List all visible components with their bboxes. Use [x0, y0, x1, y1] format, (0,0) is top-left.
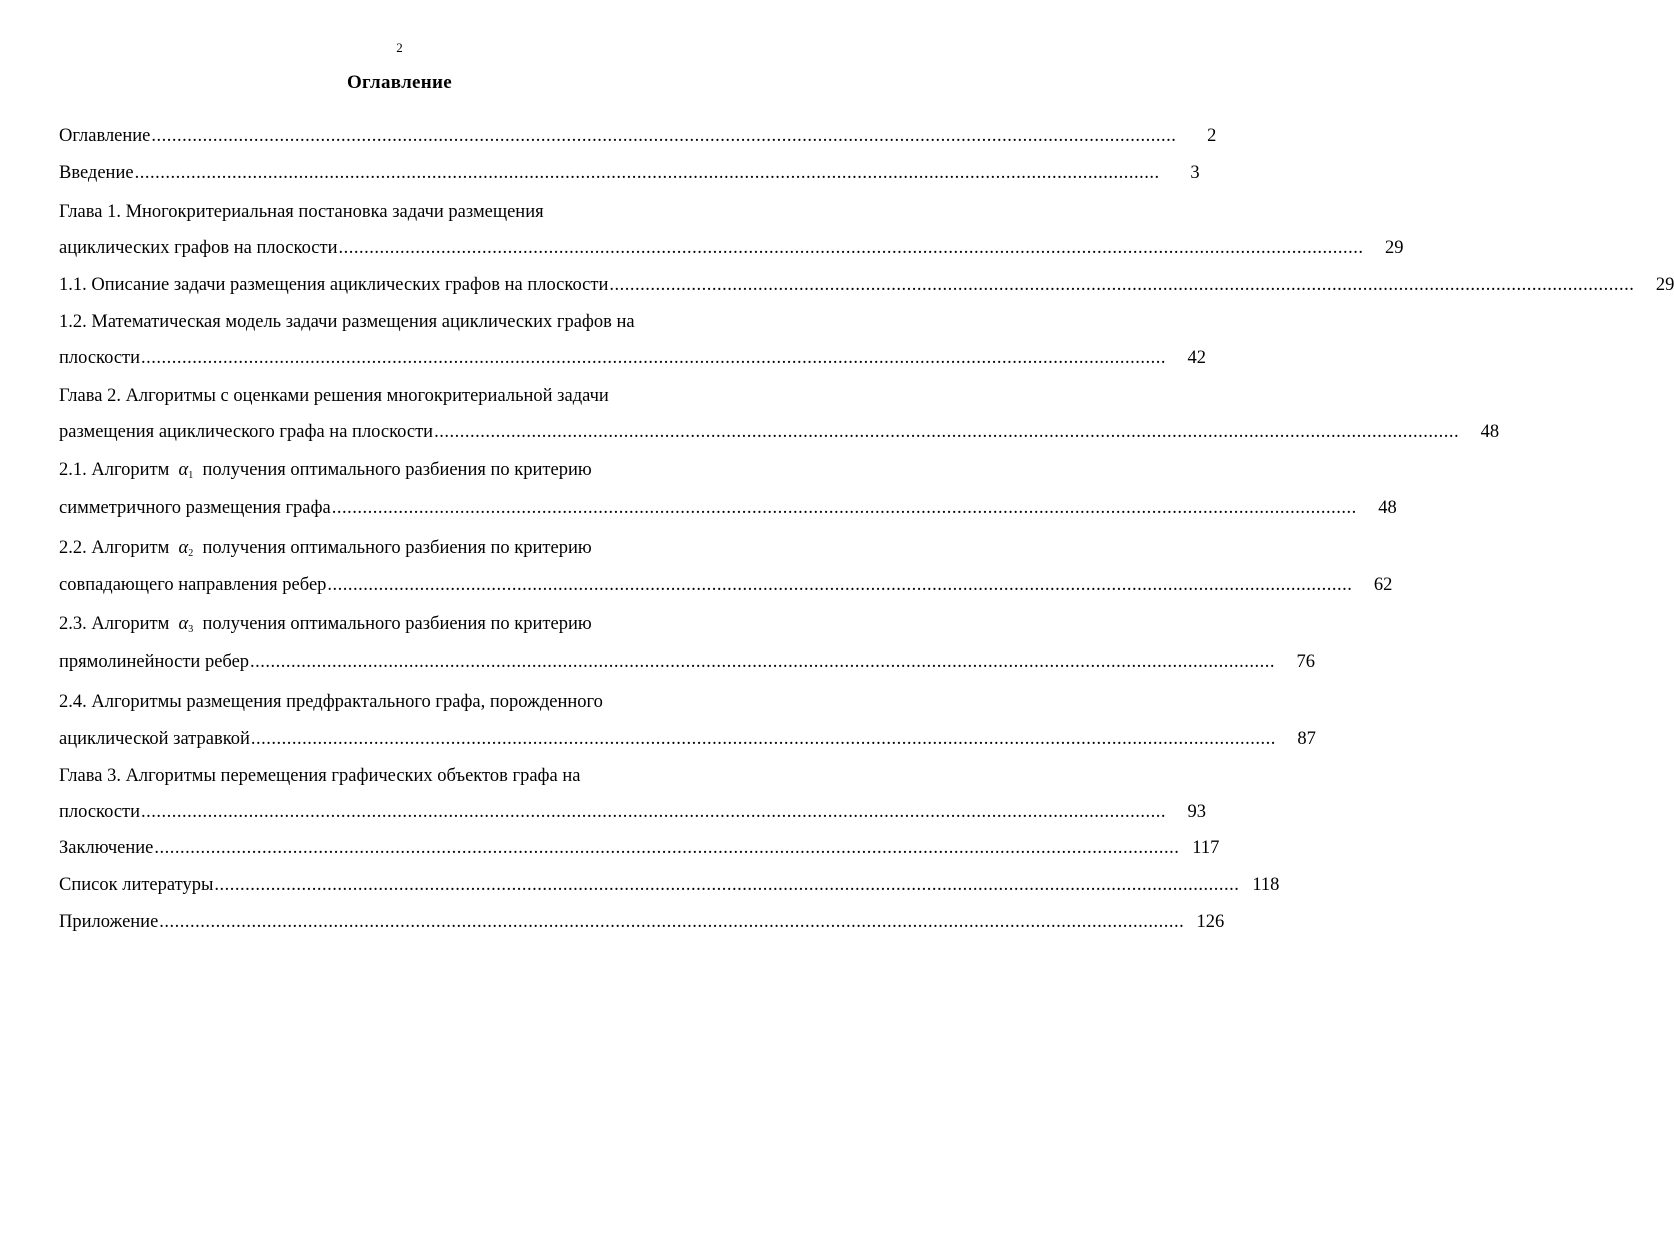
toc-entry	[59, 118, 1217, 154]
toc-entry	[59, 644, 1316, 680]
toc-entry-prefix: 2.3. Алгоритм	[59, 614, 170, 634]
toc-entry-text: 1.2. Математическая модель задачи размещения ациклических графов на	[59, 312, 635, 332]
toc-page-number: 87	[1297, 729, 1316, 749]
leader-dots: ........................................................................................................................................................................................................	[609, 275, 1635, 295]
alpha-symbol	[179, 460, 194, 480]
toc-entry-suffix: получения оптимального разбиения по критерию	[202, 614, 592, 634]
toc-entry-text: Оглавление	[59, 126, 151, 146]
toc-entry-text: 1.1. Описание задачи размещения ациклических графов на плоскости	[59, 275, 609, 295]
toc-entry-text: Глава 2. Алгоритмы с оценками решения многокритериальной задачи	[59, 386, 609, 406]
toc-entry	[59, 490, 1397, 526]
toc-page-number: 117	[1192, 838, 1220, 858]
leader-dots: ........................................................................................................................................................................................................	[159, 912, 1185, 932]
alpha-letter: α	[178, 460, 189, 480]
toc-page-number: 76	[1296, 652, 1316, 672]
toc-entry	[59, 567, 1393, 603]
toc-entry	[59, 155, 1200, 191]
toc-entry-text: прямолинейности ребер	[59, 652, 250, 672]
toc-entry	[59, 606, 759, 642]
toc-entry-text: совпадающего направления ребер	[59, 575, 327, 595]
toc-entry-text: размещения ациклического графа на плоскости	[59, 422, 434, 442]
toc-entry-text	[59, 452, 592, 494]
alpha-symbol	[179, 614, 194, 634]
toc-page-number: 62	[1373, 575, 1393, 595]
toc-entry	[59, 267, 1674, 303]
toc-page-number: 118	[1252, 875, 1280, 895]
alpha-subscript: 3	[188, 624, 194, 635]
toc-entry	[59, 530, 759, 566]
toc-entry-text: Приложение	[59, 912, 159, 932]
toc-entry	[59, 794, 1207, 830]
toc-page-number: 42	[1187, 348, 1207, 368]
toc-entry-prefix: 2.1. Алгоритм	[59, 460, 170, 480]
toc-entry	[59, 194, 759, 230]
toc-entry-text: 2.4. Алгоритмы размещения предфрактального графа, порожденного	[59, 692, 603, 712]
toc-entry	[59, 378, 759, 414]
toc-page-number: 48	[1480, 422, 1500, 442]
toc-entry-text: Список литературы	[59, 875, 214, 895]
toc-entry	[59, 340, 1207, 376]
toc-entry	[59, 230, 1404, 266]
leader-dots: ........................................................................................................................................................................................................	[250, 729, 1276, 749]
toc-page-number: 48	[1378, 498, 1397, 518]
leader-dots: ........................................................................................................................................................................................................	[134, 163, 1160, 183]
toc-page-number: 3	[1190, 163, 1200, 183]
toc-page-number: 29	[1655, 275, 1674, 295]
toc-entry-text: плоскости	[59, 348, 141, 368]
leader-dots: ........................................................................................................................................................................................................	[141, 348, 1167, 368]
leader-dots: ........................................................................................................................................................................................................	[154, 838, 1180, 858]
toc-entry-suffix: получения оптимального разбиения по критерию	[202, 538, 592, 558]
toc-entry	[59, 684, 759, 720]
leader-dots: ........................................................................................................................................................................................................	[338, 238, 1364, 258]
toc-entry-prefix: 2.2. Алгоритм	[59, 538, 170, 558]
alpha-symbol	[179, 538, 194, 558]
alpha-subscript: 2	[188, 548, 194, 559]
toc-page-number: 29	[1384, 238, 1404, 258]
alpha-letter: α	[178, 538, 189, 558]
leader-dots: ........................................................................................................................................................................................................	[151, 126, 1177, 146]
toc-page-number: 93	[1187, 802, 1207, 822]
toc-entry	[59, 452, 759, 488]
toc-entry-text: ациклических графов на плоскости	[59, 238, 338, 258]
toc-entry	[59, 904, 1225, 940]
toc-entry	[59, 830, 1220, 866]
leader-dots: ........................................................................................................................................................................................................	[214, 875, 1240, 895]
toc-entry	[59, 758, 759, 794]
alpha-letter: α	[178, 614, 189, 634]
toc-entry-text: Заключение	[59, 838, 154, 858]
toc-entry-text: симметричного размещения графа	[59, 498, 331, 518]
leader-dots: ........................................................................................................................................................................................................	[141, 802, 1167, 822]
toc-entry-text	[59, 606, 592, 648]
toc-entry-suffix: получения оптимального разбиения по критерию	[202, 460, 592, 480]
toc-entry-text: плоскости	[59, 802, 141, 822]
toc-entry	[59, 304, 759, 340]
toc-entry	[59, 414, 1500, 450]
toc-entry-text: Введение	[59, 163, 134, 183]
leader-dots: ........................................................................................................................................................................................................	[434, 422, 1460, 442]
toc-entry-text: ациклической затравкой	[59, 729, 250, 749]
toc-entry-text: Глава 3. Алгоритмы перемещения графических объектов графа на	[59, 766, 581, 786]
leader-dots: ........................................................................................................................................................................................................	[327, 575, 1353, 595]
page-number: 2	[396, 40, 403, 55]
leader-dots: ........................................................................................................................................................................................................	[250, 652, 1276, 672]
toc-entry	[59, 867, 1280, 903]
page-title: Оглавление	[346, 72, 453, 93]
toc-page-number: 126	[1196, 912, 1225, 932]
toc-entry-text	[59, 530, 592, 572]
toc-entry-text: Глава 1. Многокритериальная постановка задачи размещения	[59, 202, 544, 222]
toc-page-number: 2	[1207, 126, 1217, 146]
alpha-subscript: 1	[188, 470, 194, 481]
leader-dots: ........................................................................................................................................................................................................	[331, 498, 1357, 518]
toc-entry	[59, 721, 1316, 757]
